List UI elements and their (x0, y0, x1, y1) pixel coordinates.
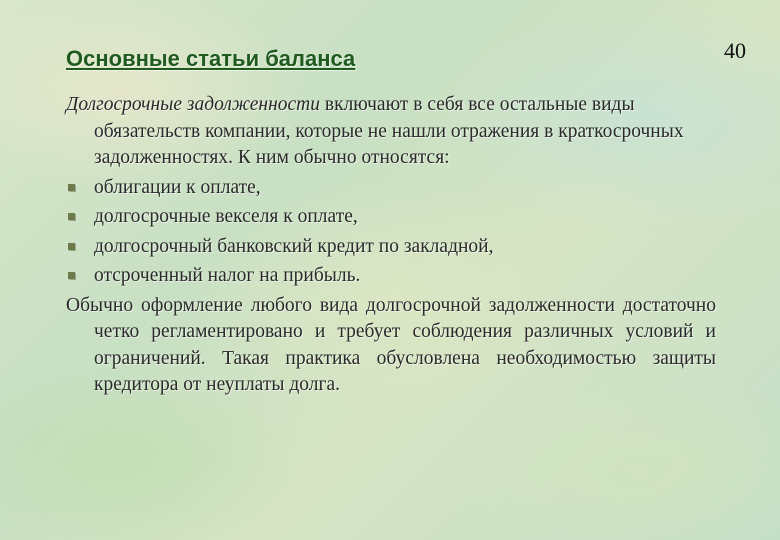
square-bullet-icon (68, 243, 75, 250)
conclusion-paragraph: Обычно оформление любого вида долгосрочной задолженности достаточно четко регламентировано и требует соблюдения различных условий и ограничений. Такая практика обусловлена необходимостью защиты кредитора от неуплаты долга. (66, 294, 716, 395)
list-item (66, 234, 716, 261)
intro-text: включают в себя все остальные виды обязательств компании, которые не нашли отражения в краткосрочных задолженностях. К ним обычно относятся: (94, 94, 684, 168)
square-bullet-icon (68, 272, 75, 279)
list-item (66, 263, 716, 290)
page-number: 40 (724, 38, 746, 63)
list-item-text: облигации к оплате, (94, 176, 261, 198)
list-item (66, 175, 716, 202)
square-bullet-icon (68, 213, 75, 220)
intro-paragraph (66, 92, 716, 172)
list-item-text: отсроченный налог на прибыль. (94, 265, 361, 286)
slide-title: Основные статьи баланса (66, 46, 356, 71)
list-item-text: долгосрочные векселя к оплате, (94, 206, 358, 227)
slide-body (66, 92, 716, 399)
square-bullet-icon (68, 184, 75, 191)
bullet-list (66, 175, 716, 290)
intro-term: Долгосрочные задолженности (66, 94, 321, 115)
list-item (66, 204, 716, 231)
list-item-text: долгосрочный банковский кредит по закладной, (94, 235, 494, 257)
